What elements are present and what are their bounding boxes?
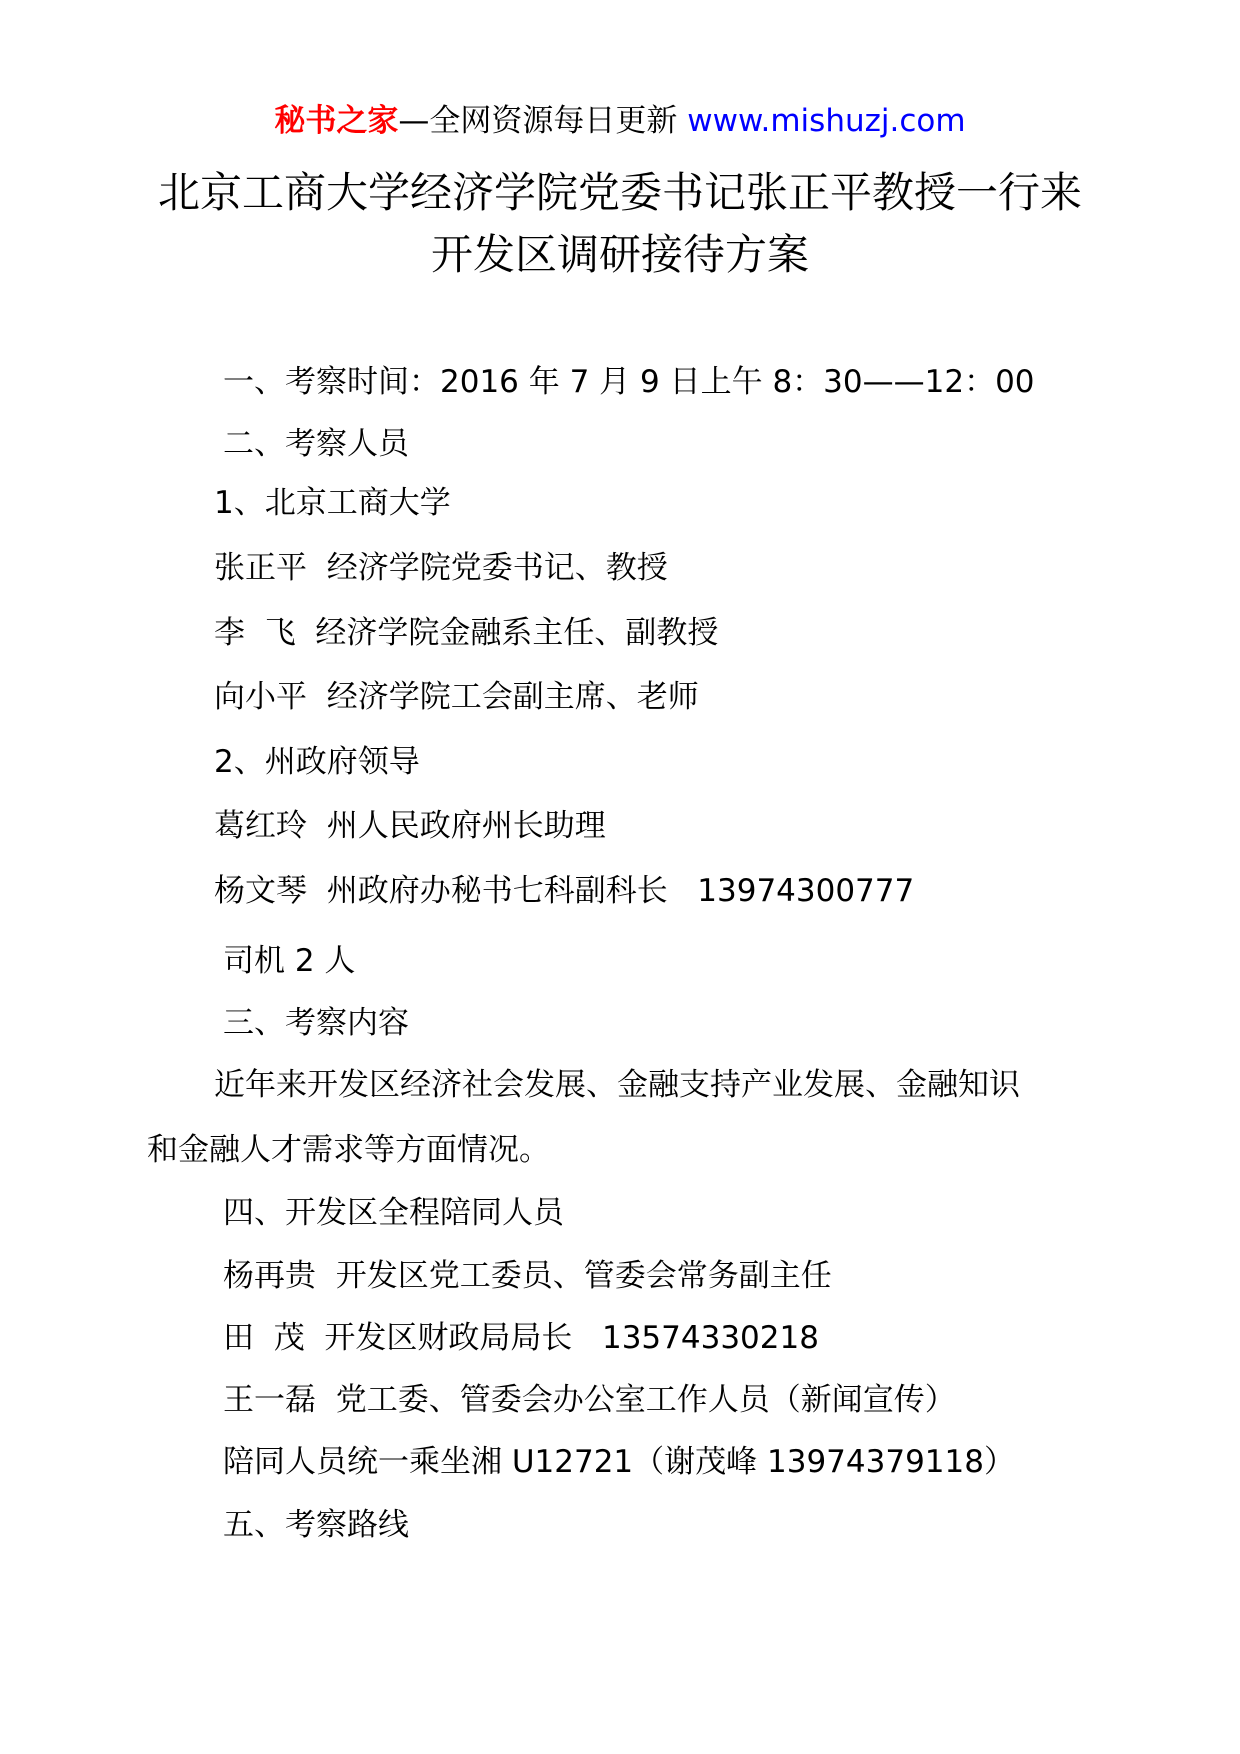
document-title: [60, 162, 1180, 286]
group1-person-1: 张正平 经济学院党委书记、教授: [214, 550, 668, 586]
inspection-time: 一、考察时间：2016 年 7 月 9 日上午 8：30——12：00: [223, 364, 1035, 400]
group1-person-2: 李 飞 经济学院金融系主任、副教授: [214, 615, 719, 651]
site-header: [0, 101, 1240, 141]
group2-person-2: 杨文琴 州政府办秘书七科副科长 13974300777: [214, 873, 915, 909]
site-brand: 秘书之家: [274, 103, 399, 139]
group2-person-1: 葛红玲 州人民政府州长助理: [214, 808, 606, 844]
escort-person-3: 王一磊 党工委、管委会办公室工作人员（新闻宣传）: [223, 1382, 956, 1418]
escort-heading: 四、开发区全程陪同人员: [223, 1195, 564, 1231]
escort-vehicle-note: 陪同人员统一乘坐湘 U12721（谢茂峰 13974379118）: [223, 1444, 1015, 1480]
content-paragraph-line-2: 和金融人才需求等方面情况。: [147, 1132, 550, 1168]
escort-person-1: 杨再贵 开发区党工委员、管委会常务副主任: [223, 1258, 832, 1294]
drivers-note: 司机 2 人: [223, 943, 356, 979]
content-paragraph-line-1: 近年来开发区经济社会发展、金融支持产业发展、金融知识: [214, 1067, 1020, 1103]
group1-heading: 1、北京工商大学: [214, 485, 451, 521]
personnel-heading: 二、考察人员: [223, 426, 409, 462]
group1-person-3: 向小平 经济学院工会副主席、老师: [214, 679, 699, 715]
title-line-1: 北京工商大学经济学院党委书记张正平教授一行来: [157, 168, 1082, 217]
site-tagline: —全网资源每日更新: [398, 103, 678, 139]
route-heading: 五、考察路线: [223, 1507, 409, 1543]
content-heading: 三、考察内容: [223, 1005, 409, 1041]
escort-person-2: 田 茂 开发区财政局局长 13574330218: [223, 1320, 819, 1356]
group2-heading: 2、州政府领导: [214, 744, 420, 780]
site-url-link[interactable]: www.mishuzj.com: [687, 103, 966, 139]
title-line-2: 开发区调研接待方案: [430, 230, 809, 279]
